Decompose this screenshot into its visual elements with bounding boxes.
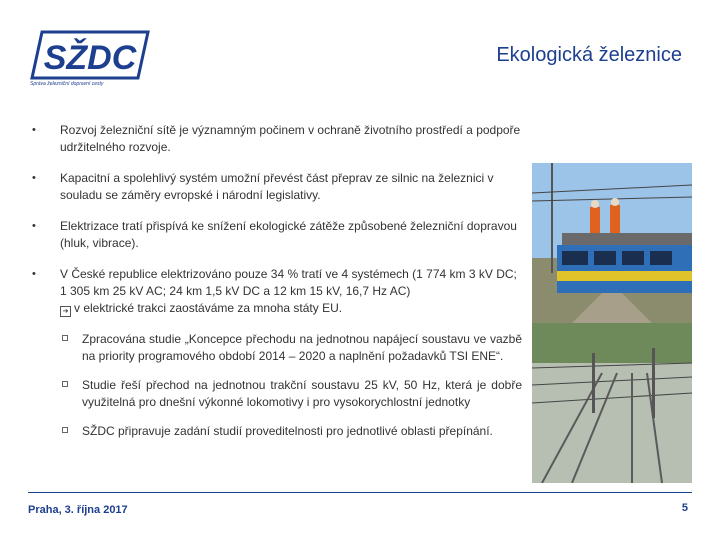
- sub-item: [60, 423, 522, 440]
- square-bullet-icon: [62, 381, 68, 387]
- bullet-item: [32, 122, 522, 156]
- bullet-item: [32, 170, 522, 204]
- sub-item: [60, 377, 522, 411]
- sub-text: Zpracována studie „Koncepce přechodu na jednotnou napájecí soustavu ve vazbě na priority programového období 2014 – 2020 a naplnění požadavků TSI ENE“.: [82, 332, 522, 363]
- footer-date: Praha, 3. října 2017: [28, 504, 128, 516]
- bullet-text: V České republice elektrizováno pouze 34 % tratí ve 4 systémech (1 774 km 3 kV DC; 1 305 km 25 kV AC; 24 km 1,5 kV DC a 12 km 15 kV, 16,7 Hz AC): [60, 267, 517, 298]
- note-text: v elektrické trakci zaostáváme za mnoha státy EU.: [74, 301, 343, 315]
- bullet-icon: •: [32, 268, 36, 280]
- bullet-list: [32, 122, 522, 454]
- sub-item: [60, 331, 522, 365]
- sub-text: SŽDC připravuje zadání studií proveditelnosti pro jednotlivé oblasti přepínání.: [82, 424, 493, 438]
- page-title: Ekologická železnice: [496, 44, 682, 66]
- overhead-lines-photo: [532, 323, 692, 483]
- logo-text: SŽDC: [43, 39, 137, 77]
- footer-divider: [28, 492, 692, 493]
- railway-photo-collage: [532, 163, 692, 483]
- logo-subtitle: Správa železniční dopravní cesty: [30, 81, 104, 87]
- bullet-icon: •: [32, 172, 36, 184]
- sub-list: [60, 331, 522, 440]
- bullet-note: [60, 300, 522, 317]
- sub-text: Studie řeší přechod na jednotnou trakční soustavu 25 kV, 50 Hz, která je dobře využitelná pro dnešní výkonné lokomotivy i pro vysokorychlostní jednotky: [82, 378, 522, 409]
- square-bullet-icon: [62, 335, 68, 341]
- bullet-icon: •: [32, 124, 36, 136]
- bullet-item: [32, 266, 522, 440]
- electric-train-photo: [532, 163, 692, 323]
- arrow-box-icon: ➔: [60, 306, 71, 317]
- page-number: 5: [681, 502, 688, 514]
- bullet-text: Kapacitní a spolehlivý systém umožní převést část přeprav ze silnic na železnici v souladu se záměry evropské i národní legislativy.: [60, 171, 494, 202]
- bullet-text: Elektrizace tratí přispívá ke snížení ekologické zátěže způsobené železniční dopravou (hluk, vibrace).: [60, 219, 517, 250]
- bullet-text: Rozvoj železniční sítě je významným počinem v ochraně životního prostředí a podpoře udržitelného rozvoje.: [60, 123, 521, 154]
- bullet-item: [32, 218, 522, 252]
- bullet-icon: •: [32, 220, 36, 232]
- square-bullet-icon: [62, 427, 68, 433]
